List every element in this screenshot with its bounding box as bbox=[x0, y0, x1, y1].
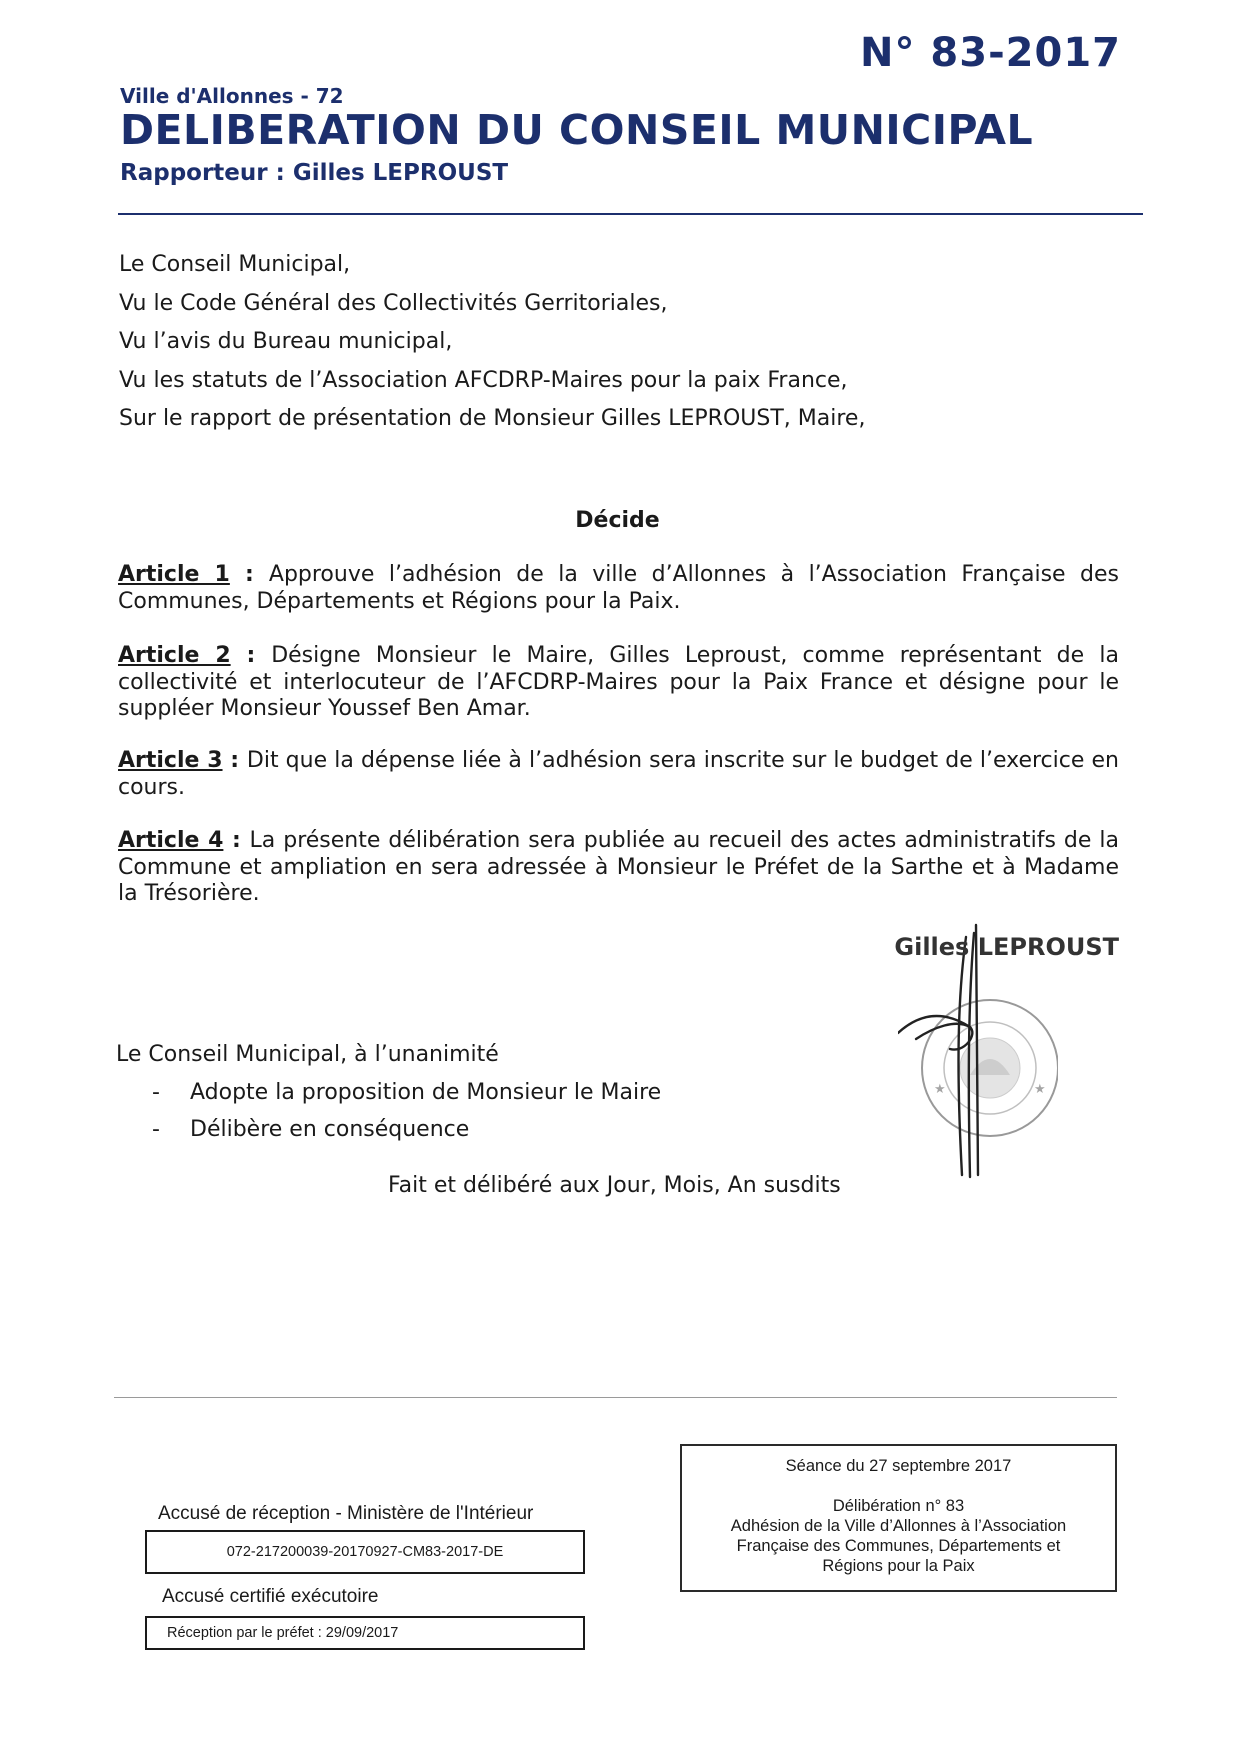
footer-divider bbox=[114, 1397, 1117, 1398]
deliberation-subject-line: Française des Communes, Départements et bbox=[736, 1537, 1061, 1555]
decide-heading bbox=[0, 508, 1239, 533]
article-4: Article 4 : La présente délibération sera publiée au recueil des actes administratifs de la Commune et ampliation en sera adressée à Monsieur le Préfet de la Sarthe et à Madame la Trésorière. bbox=[118, 828, 1120, 906]
vote-item: - Délibère en conséquence bbox=[152, 1117, 470, 1142]
deliberation-subject-line: Régions pour la Paix bbox=[822, 1557, 975, 1575]
article-label: Article 1 bbox=[118, 562, 230, 587]
vote-item-text: Adopte la proposition de Monsieur le Maire bbox=[190, 1080, 662, 1105]
deliberation-subject-line: Adhésion de la Ville d’Allonnes à l’Association bbox=[730, 1517, 1067, 1535]
closing-statement: Fait et délibéré aux Jour, Mois, An susdits bbox=[388, 1173, 841, 1198]
article-label: Article 4 bbox=[118, 828, 224, 853]
seance-box bbox=[680, 1444, 1117, 1592]
article-text: Approuve l’adhésion de la ville d’Allonnes à l’Association Française des Communes, Départements et Régions pour la Paix. bbox=[118, 562, 1119, 614]
signatory-name: Gilles LEPROUST bbox=[894, 933, 1119, 961]
certified-label: Accusé certifié exécutoire bbox=[162, 1586, 379, 1607]
rapporteur: Rapporteur : Gilles LEPROUST bbox=[120, 160, 509, 186]
vote-item: - Adopte la proposition de Monsieur le Maire bbox=[152, 1080, 662, 1105]
article-label: Article 2 bbox=[118, 643, 231, 668]
deliberation-number: N° 83-2017 bbox=[860, 30, 1121, 76]
vote-item-text: Délibère en conséquence bbox=[190, 1117, 470, 1142]
preamble-line: Sur le rapport de présentation de Monsieur Gilles LEPROUST, Maire, bbox=[119, 406, 866, 431]
article-1: Article 1 : Approuve l’adhésion de la ville d’Allonnes à l’Association Française des Communes, Départements et Régions pour la Paix. bbox=[118, 562, 1119, 614]
article-2: Article 2 : Désigne Monsieur le Maire, Gilles Leproust, comme représentant de la collectivité et interlocuteur de l’AFCDRP-Maires pour la Paix France et désigne pour le suppléer Monsieur Youssef Ben Amar. bbox=[118, 643, 1119, 721]
article-3: Article 3 : Dit que la dépense liée à l’adhésion sera inscrite sur le budget de l’exercice en cours. bbox=[118, 748, 1119, 800]
vote-intro: Le Conseil Municipal, à l’unanimité bbox=[116, 1042, 499, 1067]
article-label: Article 3 bbox=[118, 748, 223, 773]
header-divider bbox=[118, 213, 1143, 215]
document-title: DELIBERATION DU CONSEIL MUNICIPAL bbox=[120, 106, 1034, 154]
preamble-line: Vu les statuts de l’Association AFCDRP-Maires pour la paix France, bbox=[119, 367, 848, 393]
official-seal bbox=[922, 1000, 1058, 1136]
decide-label: Décide bbox=[575, 508, 660, 533]
preamble-line: Vu le Code Général des Collectivités Gerritoriales, bbox=[119, 290, 668, 316]
deliberation-number-line: Délibération n° 83 bbox=[832, 1497, 965, 1515]
acknowledgement-reference: 072-217200039-20170927-CM83-2017-DE bbox=[145, 1530, 585, 1574]
preamble-line: Le Conseil Municipal, bbox=[119, 252, 351, 277]
seance-date: Séance du 27 septembre 2017 bbox=[785, 1457, 1012, 1475]
svg-text:★: ★ bbox=[934, 1082, 946, 1097]
preamble bbox=[119, 246, 865, 439]
svg-text:★: ★ bbox=[1034, 1082, 1046, 1097]
city-label: Ville d'Allonnes - 72 bbox=[120, 84, 344, 108]
acknowledgement-title: Accusé de réception - Ministère de l'Intérieur bbox=[158, 1503, 534, 1524]
article-text: Désigne Monsieur le Maire, Gilles Leproust, comme représentant de la collectivité et interlocuteur de l’AFCDRP-Maires pour la Paix France et désigne pour le suppléer Monsieur Youssef Ben Amar. bbox=[118, 643, 1119, 721]
reception-box bbox=[145, 1616, 585, 1650]
deliberation-summary bbox=[682, 1496, 1115, 1576]
article-text: Dit que la dépense liée à l’adhésion sera inscrite sur le budget de l’exercice en cours. bbox=[118, 748, 1119, 800]
preamble-line: Vu l’avis du Bureau municipal, bbox=[119, 329, 453, 354]
reception-date: Réception par le préfet : 29/09/2017 bbox=[167, 1625, 399, 1641]
article-text: La présente délibération sera publiée au recueil des actes administratifs de la Commune et ampliation en sera adressée à Monsieur le Préfet de la Sarthe et à Madame la Trésorière. bbox=[118, 828, 1120, 906]
